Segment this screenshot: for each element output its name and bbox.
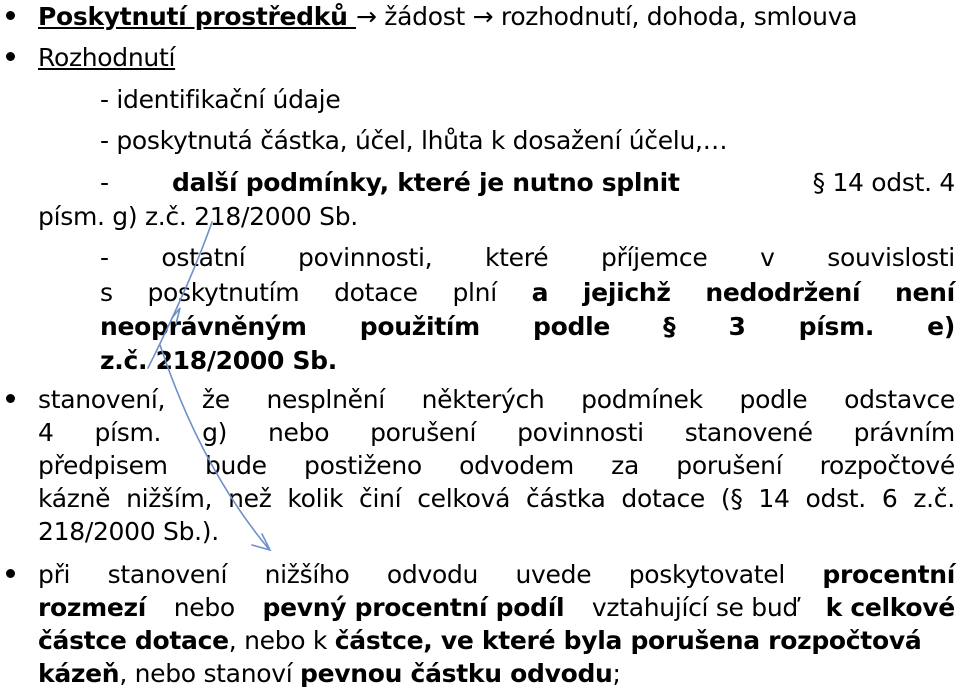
kazen: kázeň bbox=[38, 659, 120, 688]
heading-poskytnuti: Poskytnutí prostředků bbox=[38, 2, 357, 31]
stanoveni-l2-word: nebo bbox=[268, 418, 330, 447]
stanoveni-l4-word: než bbox=[228, 484, 272, 513]
text-nebo-stanovi: , nebo stanoví bbox=[119, 659, 301, 688]
stanoveni-l4-word: činí bbox=[359, 484, 402, 513]
castce-dotace: částce dotace bbox=[38, 626, 229, 655]
arrow-line-2 bbox=[160, 345, 268, 548]
ostatni-l3-word: písm. bbox=[798, 312, 875, 341]
ostatni-l1-word: - bbox=[100, 243, 109, 272]
semicolon: ; bbox=[612, 659, 621, 688]
stanoveni-l1-word: že bbox=[201, 385, 230, 414]
stanoveni-l4-word: nižším, bbox=[126, 484, 213, 513]
procentni: procentní bbox=[822, 560, 955, 589]
ostatni-l2-word: poskytnutím bbox=[147, 278, 300, 307]
stanoveni-l4-word: z.č. bbox=[913, 484, 955, 513]
stanoveni-l4-word: částka bbox=[526, 484, 606, 513]
stanoveni-l3-word: porušení bbox=[676, 451, 783, 480]
k-celkove: k celkové bbox=[825, 593, 955, 622]
ostatni-l2-word: plní bbox=[452, 278, 497, 307]
stanoveni-l5: 218/2000 Sb.). bbox=[38, 517, 219, 546]
stanoveni-l4-word: 6 bbox=[881, 484, 898, 513]
pevnou-castku-odvodu: pevnou částku odvodu bbox=[300, 659, 613, 688]
stanoveni-l2-word: 4 bbox=[38, 418, 54, 447]
dalsi-podminky-bold: další podmínky, které je nutno splnit bbox=[172, 168, 680, 197]
ostatni-l2-bold-word: nedodržení bbox=[705, 278, 861, 307]
stanoveni-l1-word: nesplnění bbox=[266, 385, 385, 414]
stanoveni-l3-word: postiženo bbox=[304, 451, 422, 480]
ostatni-l2-word: s bbox=[100, 278, 113, 307]
stanoveni-l4-word: celková bbox=[417, 484, 511, 513]
pevny-procentni-podil: pevný procentní podíl bbox=[262, 593, 565, 622]
stanoveni-l4-word: dotace bbox=[621, 484, 705, 513]
ostatni-l3-word: e) bbox=[927, 312, 955, 341]
paragraph-ref: § 14 odst. 4 bbox=[812, 168, 955, 197]
pri-stanoveni-l1-word: uvede bbox=[515, 560, 592, 589]
ostatni-l1-word: příjemce bbox=[600, 243, 708, 272]
stanoveni-l2-word: porušení bbox=[370, 418, 477, 447]
stanoveni-l3-word: rozpočtové bbox=[819, 451, 955, 480]
stanoveni-l2-word: povinnosti bbox=[517, 418, 644, 447]
stanoveni-l2-word: stanovené bbox=[684, 418, 813, 447]
stanoveni-l3-word: předpisem bbox=[38, 451, 168, 480]
dash: - bbox=[100, 168, 109, 197]
arrow-line-1 bbox=[148, 222, 212, 368]
stanoveni-l4-word: kolik bbox=[287, 484, 344, 513]
ostatni-l1-word: ostatní bbox=[161, 243, 246, 272]
stanoveni-l4-word: odst. bbox=[805, 484, 866, 513]
ostatni-l1-word: které bbox=[485, 243, 549, 272]
stanoveni-l2-word: právním bbox=[853, 418, 955, 447]
text-vztahujici: vztahující se buď bbox=[591, 593, 798, 622]
ostatni-l2-bold-word: není bbox=[895, 278, 955, 307]
stanoveni-l3-word: za bbox=[611, 451, 639, 480]
pri-stanoveni-l1-word: stanovení bbox=[107, 560, 228, 589]
stanoveni-l1-word: podle bbox=[739, 385, 808, 414]
ostatni-l1-word: v bbox=[760, 243, 775, 272]
stanoveni-l2-word: písm. bbox=[94, 418, 162, 447]
text-nebo-k: , nebo k bbox=[228, 626, 335, 655]
pri-stanoveni-l1-word: při bbox=[38, 560, 71, 589]
ostatni-l3-word: § bbox=[663, 312, 676, 341]
pri-stanoveni-l1-word: odvodu bbox=[386, 560, 479, 589]
stanoveni-l4-word: kázně bbox=[38, 484, 111, 513]
ostatni-l3-word: neoprávněným bbox=[100, 312, 307, 341]
rozmezi: rozmezí bbox=[38, 593, 147, 622]
item-ostatni-povinnosti-l4: z.č. 218/2000 Sb. bbox=[100, 346, 337, 375]
ostatni-l3-word: použitím bbox=[359, 312, 480, 341]
stanoveni-l1-word: odstavce bbox=[844, 385, 955, 414]
ostatni-l3-word: 3 bbox=[728, 312, 746, 341]
ostatni-l2-bold-word: jejichž bbox=[582, 278, 671, 307]
procedure-chain: → žádost → rozhodnutí, dohoda, smlouva bbox=[356, 2, 858, 31]
item-poskytnuta-castka: - poskytnutá částka, účel, lhůta k dosažení účelu,… bbox=[100, 126, 728, 155]
stanoveni-l1-word: stanovení, bbox=[38, 385, 166, 414]
stanoveni-l3-word: odvodem bbox=[459, 451, 574, 480]
stanoveni-l3-word: bude bbox=[204, 451, 267, 480]
ostatni-l2-bold-word: a bbox=[531, 278, 549, 307]
item-dalsi-podminky-cont: písm. g) z.č. 218/2000 Sb. bbox=[38, 202, 358, 231]
pri-stanoveni-l1-word: poskytovatel bbox=[628, 560, 785, 589]
text-nebo: nebo bbox=[173, 593, 235, 622]
ostatni-l2-word: dotace bbox=[334, 278, 418, 307]
stanoveni-l1-word: podmínek bbox=[581, 385, 703, 414]
stanoveni-l2-word: g) bbox=[202, 418, 228, 447]
ostatni-l3-word: podle bbox=[533, 312, 611, 341]
stanoveni-l4-word: 14 bbox=[758, 484, 790, 513]
heading-rozhodnuti: Rozhodnutí bbox=[38, 43, 176, 72]
ostatni-l1-word: povinnosti, bbox=[298, 243, 433, 272]
stanoveni-l4-word: (§ bbox=[720, 484, 743, 513]
castce-porusena: částce, ve které byla porušena rozpočtová bbox=[334, 626, 922, 655]
item-identifikacni-udaje: - identifikační údaje bbox=[100, 85, 341, 114]
pri-stanoveni-l1-word: nižšího bbox=[264, 560, 350, 589]
stanoveni-l1-word: některých bbox=[421, 385, 545, 414]
ostatni-l1-word: souvislosti bbox=[827, 243, 955, 272]
